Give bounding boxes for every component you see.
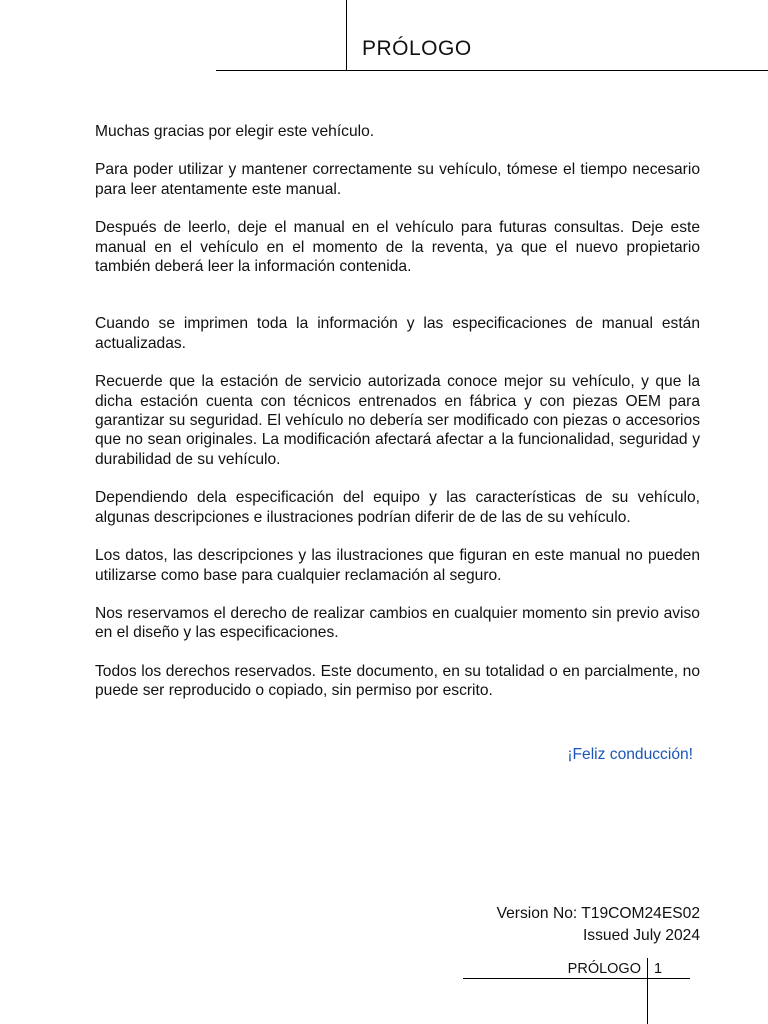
paragraph-service-station: Recuerde que la estación de servicio autorizada conoce mejor su vehículo, y que la dicha estación cuenta con técnicos entrenados en fábrica y con piezas OEM para garantizar su seguridad. El vehículo no debería ser modificado con piezas o accesorios que no sean originales. La modificación afectará afectar a la funcionalidad, seguridad y durabilidad de su vehículo. [95,373,700,468]
paragraph-right-to-change: Nos reservamos el derecho de realizar cambios en cualquier momento sin previo aviso en el diseño y las especificaciones. [95,604,700,642]
paragraph-keep-manual: Después de leerlo, deje el manual en el vehículo para futuras consultas. Deje este manual en el vehículo en el momento de la reventa, ya que el nuevo propietario también deberá leer la información contenida. [95,219,700,276]
version-number: Version No: T19COM24ES02 [496,905,700,922]
header-horizontal-rule [216,70,768,71]
footer-section-label: PRÓLOGO [567,961,641,977]
paragraph-read-manual: Para poder utilizar y mantener correctamente su vehículo, tómese el tiempo necesario para leer atentamente este manual. [95,161,700,198]
paragraph-information-updated: Cuando se imprimen toda la información y las especificaciones de manual están actualizadas. [95,315,700,352]
footer-horizontal-rule [463,978,690,979]
paragraph-insurance-claims: Los datos, las descripciones y las ilustraciones que figuran en este manual no pueden utilizarse como base para cualquier reclamación al seguro. [95,547,700,584]
paragraph-equipment-differences: Dependiendo dela especificación del equipo y las características de su vehículo, algunas descripciones e ilustraciones podrían diferir de de las de su vehículo. [95,489,700,526]
page-number: 1 [654,961,663,977]
paragraph-thanks: Muchas gracias por elegir este vehículo. [95,123,375,140]
paragraph-copyright: Todos los derechos reservados. Este documento, en su totalidad o en parcialmente, no puede ser reproducido o copiado, sin permiso por escrito. [95,662,700,700]
header-vertical-rule [346,0,347,71]
footer-vertical-rule [647,958,648,1024]
prologue-body [95,122,700,701]
closing-greeting: ¡Feliz conducción! [567,746,693,763]
issue-date: Issued July 2024 [582,926,700,944]
version-block [497,903,700,946]
page-title: PRÓLOGO [362,37,472,60]
